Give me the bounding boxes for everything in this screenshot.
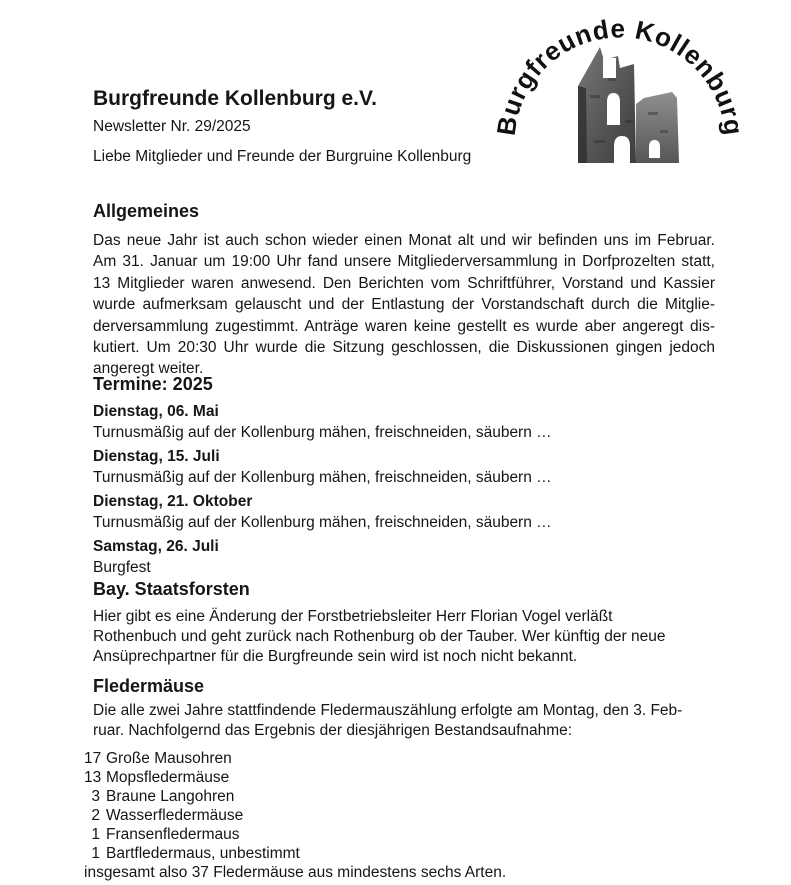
paragraph-line: ruar. Nachfolgernd das Ergebnis der diesjährigen Bestandsaufnahme: [93,722,573,740]
event-item [93,491,715,533]
event-description: Turnusmäßig auf der Kollenburg mähen, freischneiden, säubern … [93,424,552,441]
bat-species: Große Mausohren [106,750,232,767]
paragraph-line: Die alle zwei Jahre stattfindende Fledermauszählung erfolgte am Montag, den 3. Feb- [93,702,683,719]
bat-row [84,768,715,787]
ruin-window-top [603,58,616,78]
bat-row [84,844,715,863]
paragraph-line: angeregt weiter. [93,360,204,378]
bat-species: Braune Langohren [106,788,235,805]
event-description: Turnusmäßig auf der Kollenburg mähen, freischneiden, säubern … [93,514,552,531]
logo-arc-text: Burgfreunde Kollenburg [490,13,750,138]
bat-count: 2 [91,807,100,824]
paragraph-line: Rothenbuch und geht zurück nach Rothenburg ob der Tauber. Wer künftig der neue [93,628,666,646]
paragraph-line: wurde aufmerksam gelauscht und der Entlastung der Vorstandschaft durch die Mitglie- [93,296,715,314]
event-date: Dienstag, 21. Oktober [93,493,253,510]
paragraph-line: Ansüprechpartner für die Burgfreunde sein wird ist noch nicht bekannt. [93,648,578,666]
paragraph-staatsforsten [93,607,715,668]
bat-count-list [84,749,715,882]
event-date: Dienstag, 06. Mai [93,403,219,420]
section-heading-allgemeines: Allgemeines [93,201,200,221]
paragraph-allgemeines [93,230,715,380]
paragraph-fledermaeuse [93,701,715,742]
paragraph-line: Am 31. Januar um 19:00 Uhr fand unsere Mitgliederversammlung in Dorfprozelten statt, [93,253,715,271]
bat-row [84,749,715,768]
bat-row [84,787,715,806]
event-item [93,446,715,488]
bat-count: 17 [84,750,102,767]
event-item [93,536,715,578]
paragraph-line: kutiert. Um 20:30 Uhr wurde die Sitzung geschlossen, die Diskussionen gingen jedoch [93,339,715,357]
bat-species: Fransenfledermaus [106,826,240,843]
greeting-line: Liebe Mitglieder und Freunde der Burgruine Kollenburg [93,148,472,165]
section-heading-fledermaeuse: Fledermäuse [93,676,205,696]
bat-row [84,806,715,825]
bat-species: Bartfledermaus, unbestimmt [106,845,300,862]
bat-count: 3 [91,788,100,805]
event-list [93,401,715,581]
paragraph-line: derversammlung zugestimmt. Anträge waren keine gestellt es wurde aber angeregt dis- [93,317,715,335]
section-heading-termine: Termine: 2025 [93,374,213,394]
bat-count: 1 [91,826,100,843]
section-heading-staatsforsten: Bay. Staatsforsten [93,579,250,599]
paragraph-line: Hier gibt es eine Änderung der Forstbetriebsleiter Herr Florian Vogel verläßt [93,608,613,625]
event-description: Burgfest [93,559,151,576]
paragraph-line: Das neue Jahr ist auch schon wieder einen Monat alt und wir befinden uns im Februar. [93,232,715,249]
bat-count: 1 [91,845,100,862]
page-title: Burgfreunde Kollenburg e.V. [93,87,377,110]
event-description: Turnusmäßig auf der Kollenburg mähen, freischneiden, säubern … [93,469,552,486]
bat-count: 13 [84,769,102,786]
bat-total-line: insgesamt also 37 Fledermäuse aus mindestens sechs Arten. [84,864,507,881]
bat-species: Wasserfledermäuse [106,807,244,824]
newsletter-number: Newsletter Nr. 29/2025 [93,118,251,135]
paragraph-line: 13 Mitglieder waren anwesend. Den Berichten vom Schriftführer, Vorstand und Kassier [93,274,715,292]
event-item [93,401,715,443]
bat-row [84,825,715,844]
bat-species: Mopsfledermäuse [106,769,230,786]
event-date: Dienstag, 15. Juli [93,448,220,465]
event-date: Samstag, 26. Juli [93,538,219,555]
